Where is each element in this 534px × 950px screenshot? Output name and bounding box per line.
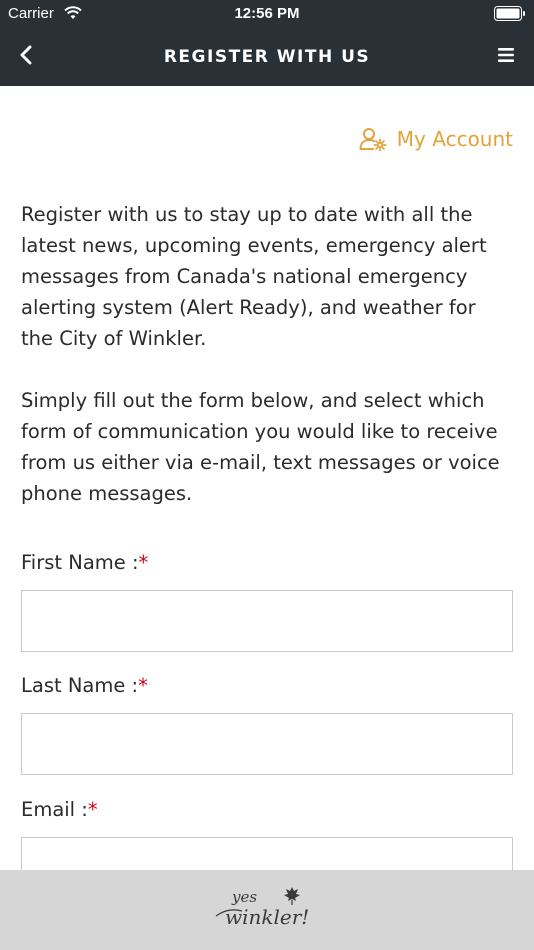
winkler-logo [212,883,322,937]
logo-yes-text: yes [232,888,258,906]
intro-paragraph-1: Register with us to stay up to date with all the latest news, upcoming events, emergency alert messages from Canada's national emergency alerting system (Alert Ready), and weather for the City of Winkler. [21,203,487,350]
required-mark: * [138,674,148,697]
logo-winkler-text: winkler! [225,905,310,929]
first-name-label [21,551,148,574]
intro-text [21,199,513,509]
status-time: 12:56 PM [234,5,300,22]
first-name-label-text: First Name : [21,551,139,574]
hamburger-menu-icon [497,47,515,67]
carrier-label: Carrier [8,5,54,22]
first-name-input[interactable] [21,590,513,652]
battery-icon [494,6,526,26]
last-name-label [21,674,148,697]
page-title: REGISTER WITH US [163,47,371,67]
last-name-input[interactable] [21,713,513,775]
footer-bar [0,870,534,950]
last-name-label-text: Last Name : [21,674,139,697]
email-label [21,798,98,821]
menu-button[interactable] [490,41,522,73]
intro-paragraph-2: Simply fill out the form below, and select which form of communication you would like to receive from us either via e-mail, text messages or voice phone messages. [21,389,500,505]
maple-leaf-icon [284,887,300,901]
status-bar [0,0,534,28]
my-account-label: My Account [396,127,513,151]
my-account-link[interactable] [359,127,513,151]
required-mark: * [138,551,149,574]
nav-bar [0,28,534,86]
required-mark: * [87,798,98,821]
email-label-text: Email : [21,798,88,821]
user-settings-icon [359,127,387,151]
